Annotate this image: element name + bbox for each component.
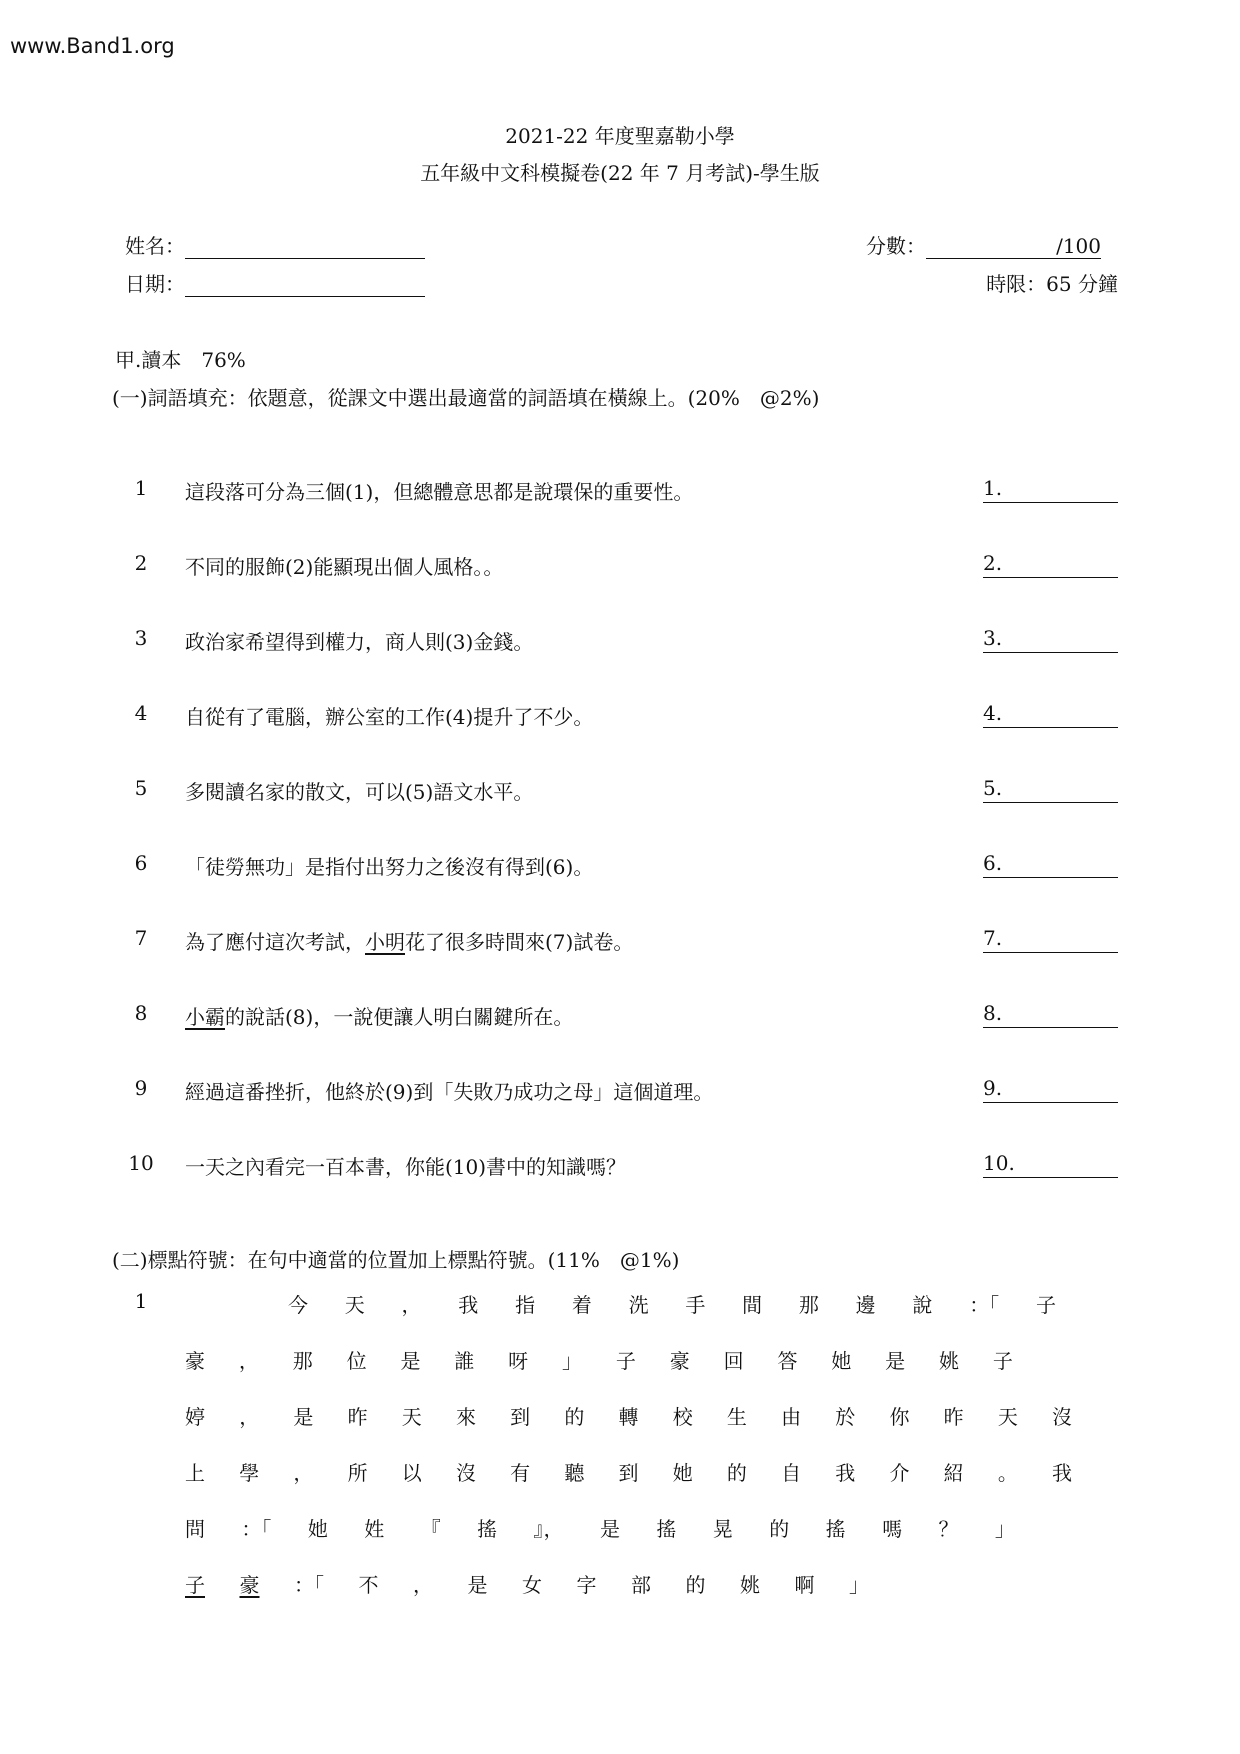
punctuation-char: 所 (347, 1461, 368, 1485)
question-text: 政治家希望得到權力，商人則(3)金錢。 (185, 630, 534, 654)
punctuation-char: 姚 (740, 1573, 760, 1597)
question-number: 2 (134, 551, 148, 575)
question-text: 經過這番挫折，他終於(9)到「失敗乃成功之母」這個道理。 (185, 1080, 714, 1104)
site-watermark: www.Band1.org (10, 34, 175, 58)
punctuation-char: 到 (618, 1461, 639, 1485)
punctuation-char: 豪 (185, 1349, 205, 1373)
punctuation-char: 」 (849, 1573, 869, 1597)
punctuation-char: 天 (344, 1293, 365, 1317)
punctuation-char: 洗 (628, 1293, 649, 1317)
punctuation-char: 』， (533, 1517, 564, 1541)
punctuation-char: 指 (515, 1293, 536, 1317)
punctuation-char: 聽 (564, 1461, 585, 1485)
punctuation-char: 女 (522, 1573, 542, 1597)
punctuation-line-5[interactable] (185, 1513, 1015, 1542)
punctuation-char: 姓 (364, 1517, 385, 1541)
question-number: 7 (134, 926, 148, 950)
punctuation-char: 子 (615, 1349, 636, 1373)
question-text: 不同的服飾(2)能顯現出個人風格。。 (185, 555, 504, 579)
punctuation-line-2[interactable] (185, 1345, 1013, 1374)
answer-blank[interactable]: 9. (983, 1076, 1118, 1103)
punctuation-char: 回 (723, 1349, 744, 1373)
punctuation-char: 你 (889, 1405, 910, 1429)
question-text-after: 花了很多時間來(7)試卷。 (405, 930, 634, 954)
punctuation-char: 位 (346, 1349, 367, 1373)
question-number: 3 (134, 626, 148, 650)
punctuation-char: 晃 (712, 1517, 733, 1541)
part2-title: (二)標點符號：在句中適當的位置加上標點符號。(11% @1%) (112, 1248, 680, 1272)
question-row (0, 926, 1240, 956)
punctuation-char: 誰 (454, 1349, 475, 1373)
punctuation-char: 搖 (477, 1517, 498, 1541)
punctuation-char: 於 (835, 1405, 856, 1429)
punctuation-char: 我 (835, 1461, 856, 1485)
answer-blank[interactable]: 4. (983, 701, 1118, 728)
question-text-before: 為了應付這次考試， (185, 930, 365, 954)
punctuation-char: 生 (726, 1405, 747, 1429)
punctuation-char: 嗎 (882, 1517, 903, 1541)
punctuation-char: 是 (293, 1405, 314, 1429)
punctuation-char: 是 (885, 1349, 906, 1373)
punctuation-char: 的 (564, 1405, 585, 1429)
question-text: 一天之內看完一百本書，你能(10)書中的知識嗎？ (185, 1155, 627, 1179)
name-field (125, 230, 425, 259)
question-number: 6 (134, 851, 148, 875)
punctuation-char: 她 (831, 1349, 852, 1373)
punctuation-char: 邊 (855, 1293, 876, 1317)
punctuation-char: 昨 (347, 1405, 368, 1429)
punctuation-char: 昨 (943, 1405, 964, 1429)
punctuation-char: 啊 (794, 1573, 815, 1597)
question-row (0, 1076, 1240, 1106)
punctuation-char: 。 (997, 1461, 1018, 1485)
punctuation-char: 轉 (618, 1405, 639, 1429)
punctuation-char: 是 (467, 1573, 488, 1597)
punctuation-char: ， (238, 1349, 259, 1373)
question-text: 多閱讀名家的散文，可以(5)語文水平。 (185, 780, 534, 804)
punctuation-char: 」 (562, 1349, 583, 1373)
punctuation-char: ：「 (969, 1293, 1000, 1317)
question-text: 這段落可分為三個(1)，但總體意思都是說環保的重要性。 (185, 480, 694, 504)
punctuation-char: 姚 (939, 1349, 960, 1373)
punctuation-char: 呀 (508, 1349, 529, 1373)
punctuation-char: 學 (239, 1461, 260, 1485)
name-label: 姓名： (125, 234, 185, 258)
question-row (0, 476, 1240, 506)
question-number: 5 (134, 776, 148, 800)
punctuation-char: 搖 (656, 1517, 677, 1541)
punctuation-char: ：「 (294, 1573, 324, 1597)
punctuation-char: ， (401, 1293, 422, 1317)
punctuation-char: 紹 (943, 1461, 964, 1485)
answer-blank[interactable]: 3. (983, 626, 1118, 653)
part1-title: (一)詞語填充：依題意，從課文中選出最適當的詞語填在橫線上。(20% @2%) (112, 386, 820, 410)
punctuation-char: 以 (401, 1461, 422, 1485)
punctuation-char: 校 (672, 1405, 693, 1429)
question-text (185, 1001, 573, 1030)
answer-blank[interactable]: 1. (983, 476, 1118, 503)
punctuation-char: 介 (889, 1461, 910, 1485)
question-number: 4 (134, 701, 148, 725)
punctuation-char: 沒 (455, 1461, 476, 1485)
punctuation-char: 天 (997, 1405, 1018, 1429)
punctuation-char: 是 (400, 1349, 421, 1373)
time-limit: 時限：65 分鐘 (986, 272, 1118, 296)
punctuation-char: 豪 (239, 1573, 260, 1597)
score-field (866, 230, 1101, 259)
punctuation-char: 的 (685, 1573, 706, 1597)
punctuation-line-3[interactable] (185, 1401, 1072, 1430)
question-row (0, 551, 1240, 581)
question-row (0, 1001, 1240, 1031)
question-text: 「徒勞無功」是指付出努力之後沒有得到(6)。 (185, 855, 594, 879)
punctuation-char: ：「 (241, 1517, 272, 1541)
punctuation-char: ， (293, 1461, 314, 1485)
punctuation-char: 有 (510, 1461, 531, 1485)
answer-blank[interactable]: 6. (983, 851, 1118, 878)
punctuation-char: 說 (912, 1293, 933, 1317)
punctuation-char: 自 (781, 1461, 802, 1485)
punctuation-char: 問 (185, 1517, 205, 1541)
question-number: 1 (134, 476, 148, 500)
punctuation-char: ？ (938, 1517, 959, 1541)
punctuation-line-4[interactable] (185, 1457, 1072, 1486)
question-text: 自從有了電腦，辦公室的工作(4)提升了不少。 (185, 705, 594, 729)
punctuation-char: 是 (599, 1517, 620, 1541)
punctuation-char: 婷 (185, 1405, 205, 1429)
punctuation-char: 『 (420, 1517, 441, 1541)
punctuation-char: 不 (358, 1573, 379, 1597)
punctuation-char: 我 (1052, 1461, 1072, 1485)
punctuation-char: 那 (798, 1293, 819, 1317)
punctuation-char: 來 (455, 1405, 476, 1429)
punctuation-char: ， (239, 1405, 260, 1429)
answer-blank[interactable]: 8. (983, 1001, 1118, 1028)
punctuation-char: 手 (685, 1293, 706, 1317)
punctuation-char: 她 (672, 1461, 693, 1485)
name-blank[interactable] (185, 232, 425, 259)
punctuation-char: 今 (288, 1293, 308, 1317)
punctuation-line-1[interactable] (288, 1289, 1056, 1318)
page-title: 2021-22 年度聖嘉勒小學 (505, 124, 735, 148)
question-row (0, 851, 1240, 881)
punctuation-char: 部 (631, 1573, 651, 1597)
punctuation-char: ， (413, 1573, 433, 1597)
section-a-title: 甲.讀本 76% (115, 348, 246, 372)
question-row (0, 701, 1240, 731)
punctuation-char: 她 (307, 1517, 328, 1541)
punctuation-char: 那 (292, 1349, 313, 1373)
punctuation-char: 沒 (1052, 1405, 1072, 1429)
score-total[interactable]: /100 (926, 234, 1101, 259)
punctuation-char: 字 (576, 1573, 597, 1597)
punctuation-char: 上 (185, 1461, 205, 1485)
punctuation-char: 的 (726, 1461, 747, 1485)
date-label: 日期： (125, 272, 185, 296)
proper-noun-underlined: 小霸 (185, 1005, 225, 1029)
punctuation-char: 到 (510, 1405, 531, 1429)
answer-blank[interactable]: 10. (983, 1151, 1118, 1178)
question-text (185, 926, 633, 955)
punctuation-char: 」 (994, 1517, 1015, 1541)
question-number: 10 (128, 1151, 154, 1175)
question-row (0, 1151, 1240, 1181)
question-text-after: 的說話(8)，一說便讓人明白關鍵所在。 (225, 1005, 574, 1029)
answer-blank[interactable]: 5. (983, 776, 1118, 803)
punctuation-char: 答 (777, 1349, 798, 1373)
answer-blank[interactable]: 7. (983, 926, 1118, 953)
punctuation-char: 天 (401, 1405, 422, 1429)
punctuation-char: 我 (458, 1293, 479, 1317)
punctuation-char: 間 (742, 1293, 763, 1317)
punctuation-char: 子 (185, 1573, 205, 1597)
punctuation-char: 搖 (825, 1517, 846, 1541)
punctuation-char: 豪 (669, 1349, 690, 1373)
punctuation-question-number: 1 (134, 1289, 148, 1313)
score-label: 分數： (866, 234, 926, 258)
punctuation-char: 由 (781, 1405, 802, 1429)
punctuation-char: 子 (1035, 1293, 1056, 1317)
question-row (0, 626, 1240, 656)
question-number: 9 (134, 1076, 148, 1100)
punctuation-line-6[interactable] (185, 1569, 869, 1598)
page-subtitle: 五年級中文科模擬卷(22 年 7 月考試)-學生版 (420, 161, 820, 185)
answer-blank[interactable]: 2. (983, 551, 1118, 578)
punctuation-char: 子 (992, 1349, 1013, 1373)
proper-noun-underlined: 小明 (365, 930, 405, 954)
question-row (0, 776, 1240, 806)
punctuation-char: 着 (571, 1293, 592, 1317)
punctuation-char: 的 (769, 1517, 790, 1541)
question-number: 8 (134, 1001, 148, 1025)
